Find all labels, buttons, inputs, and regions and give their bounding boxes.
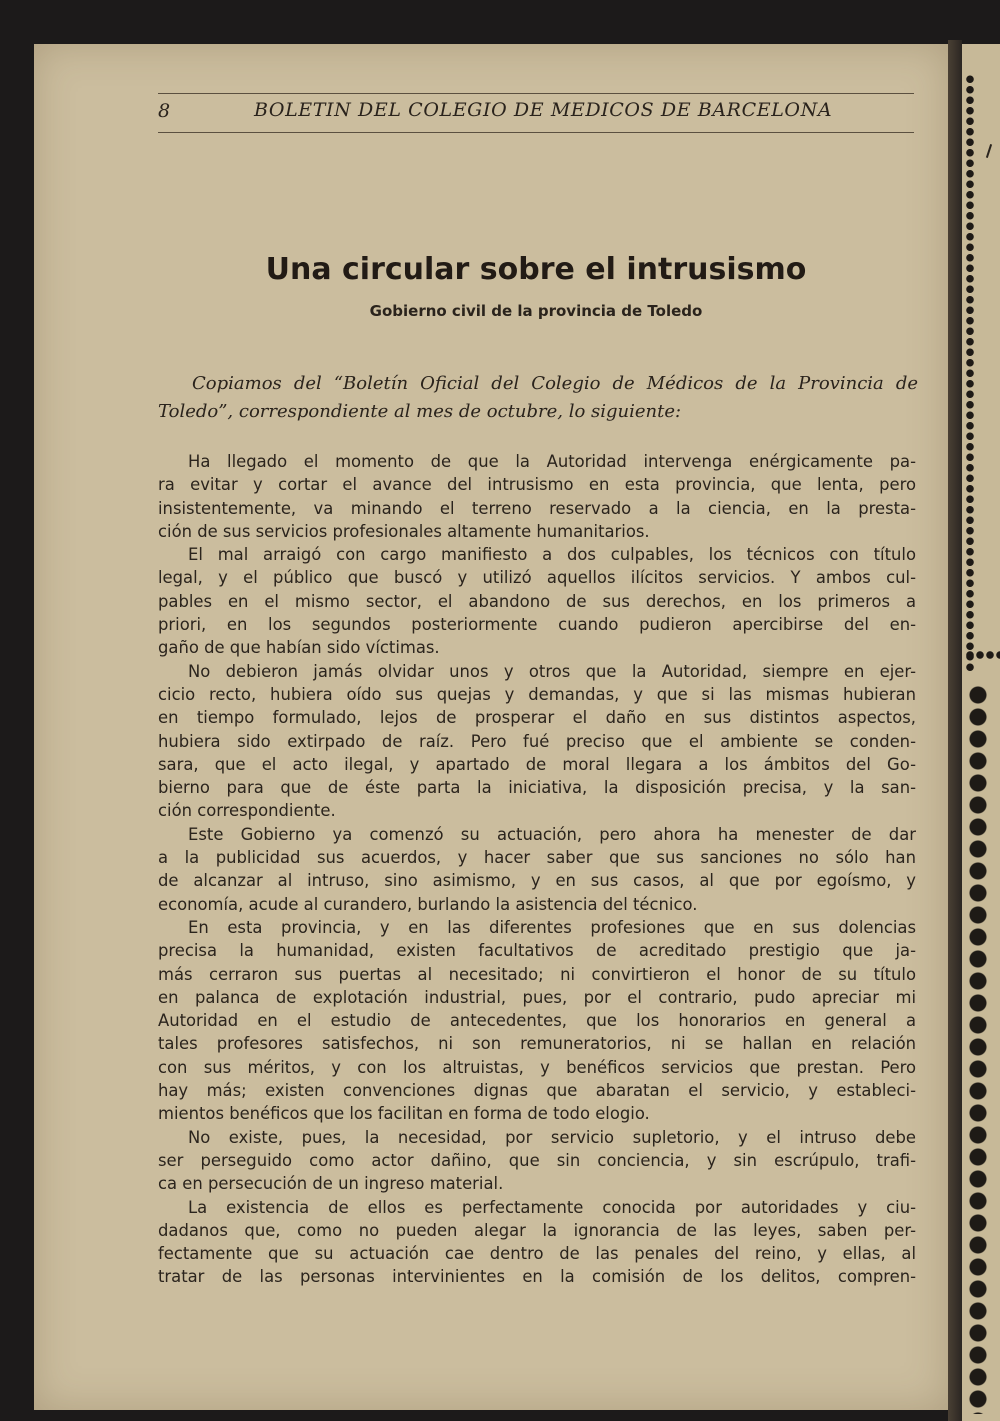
body-line: tales profesores satisfechos, ni son remuneratorios, ni se hallan en relación xyxy=(158,1034,916,1054)
paragraph xyxy=(158,823,916,916)
body-line: ción de sus servicios profesionales altamente humanitarios. xyxy=(158,521,650,541)
body-line: economía, acude al curandero, burlando la asistencia del técnico. xyxy=(158,894,698,914)
page-number: 8 xyxy=(158,100,171,122)
body-line: Este Gobierno ya comenzó su actuación, pero ahora ha menester de dar xyxy=(188,824,916,844)
body-line: a la publicidad sus acuerdos, y hacer saber que sus sanciones no sólo han xyxy=(158,848,916,868)
body-line: legal, y el público que buscó y utilizó aquellos ilícitos servicios. Y ambos cul- xyxy=(158,568,916,588)
body-line: precisa la humanidad, existen facultativos de acreditado prestigio que ja- xyxy=(158,941,916,961)
book-gutter xyxy=(948,40,962,1421)
body-line: priori, en los segundos posteriormente cuando pudieron apercibirse del en- xyxy=(158,615,916,635)
body-line: El mal arraigó con cargo manifiesto a dos culpables, los técnicos con título xyxy=(188,545,916,565)
body-line: mientos benéficos que los facilitan en forma de todo elogio. xyxy=(158,1104,650,1124)
paragraph xyxy=(158,450,916,543)
paragraph xyxy=(158,543,916,659)
body-line: ca en persecución de un ingreso material. xyxy=(158,1174,504,1194)
body-line: sara, que el acto ilegal, y apartado de moral llegara a los ámbitos del Go- xyxy=(158,754,916,774)
paragraph xyxy=(158,916,916,1126)
body-line: gaño de que habían sido víctimas. xyxy=(158,638,440,658)
intro-line: Toledo”, correspondiente al mes de octubre, lo siguiente: xyxy=(158,401,682,422)
body-line: Ha llegado el momento de que la Autoridad intervenga enérgicamente pa- xyxy=(188,452,916,471)
body-line: en tiempo formulado, lejos de prosperar el daño en sus distintos aspectos, xyxy=(158,708,916,728)
running-header xyxy=(158,93,914,133)
paragraph xyxy=(158,660,916,823)
article-intro xyxy=(158,370,918,426)
body-line: bierno para que de éste parta la iniciativa, la disposición precisa, y la san- xyxy=(158,778,916,798)
adjacent-page-mark xyxy=(986,144,992,158)
decorative-border-small-dots xyxy=(965,74,975,674)
body-line: tratar de las personas intervinientes en la comisión de los delitos, compren- xyxy=(158,1267,916,1287)
adjacent-page-edge xyxy=(962,44,1000,1421)
journal-title: BOLETIN DEL COLEGIO DE MEDICOS DE BARCELONA xyxy=(254,99,833,121)
body-line: En esta provincia, y en las diferentes profesiones que en sus dolencias xyxy=(188,917,916,937)
article-body xyxy=(158,450,916,1289)
body-line: ción correspondiente. xyxy=(158,801,336,821)
body-line: ser perseguido como actor dañino, que sin conciencia, y sin escrúpulo, trafi- xyxy=(158,1150,916,1170)
body-line: insistentemente, va minando el terreno reservado a la ciencia, en la presta- xyxy=(158,498,916,518)
body-line: pables en el mismo sector, el abandono de sus derechos, en los primeros a xyxy=(158,591,916,611)
body-line: en palanca de explotación industrial, pues, por el contrario, pudo apreciar mi xyxy=(158,987,916,1007)
paragraph xyxy=(158,1196,916,1289)
intro-line: Copiamos del “Boletín Oficial del Colegio de Médicos de la Provincia de xyxy=(192,373,918,394)
article-subtitle: Gobierno civil de la provincia de Toledo xyxy=(369,302,703,320)
paragraph xyxy=(158,1126,916,1196)
decorative-border-large-dots xyxy=(966,684,990,1414)
body-line: ra evitar y cortar el avance del intrusismo en esta provincia, que lenta, pero xyxy=(158,475,916,495)
body-line: No debieron jamás olvidar unos y otros que la Autoridad, siempre en ejer- xyxy=(188,661,916,681)
decorative-border-dot-row xyxy=(965,650,1000,660)
body-line: La existencia de ellos es perfectamente conocida por autoridades y ciu- xyxy=(188,1197,916,1217)
body-line: con sus méritos, y con los altruistas, y benéficos servicios que prestan. Pero xyxy=(158,1057,916,1077)
body-line: más cerraron sus puertas al necesitado; ni convirtieron el honor de su título xyxy=(158,964,916,984)
body-line: Autoridad en el estudio de antecedentes, que los honorarios en general a xyxy=(158,1011,916,1031)
body-line: fectamente que su actuación cae dentro de las penales del reino, y ellas, al xyxy=(158,1244,916,1264)
body-line: hubiera sido extirpado de raíz. Pero fué preciso que el ambiente se conden- xyxy=(158,731,916,751)
body-line: cicio recto, hubiera oído sus quejas y demandas, y que si las mismas hubieran xyxy=(158,684,916,704)
body-line: de alcanzar al intruso, sino asimismo, y en sus casos, al que por egoísmo, y xyxy=(158,871,916,891)
body-line: dadanos que, como no pueden alegar la ignorancia de las leyes, saben per- xyxy=(158,1220,916,1240)
body-line: No existe, pues, la necesidad, por servicio supletorio, y el intruso debe xyxy=(188,1127,916,1147)
article-title: Una circular sobre el intrusismo xyxy=(265,252,807,287)
body-line: hay más; existen convenciones dignas que abaratan el servicio, y estableci- xyxy=(158,1081,916,1101)
